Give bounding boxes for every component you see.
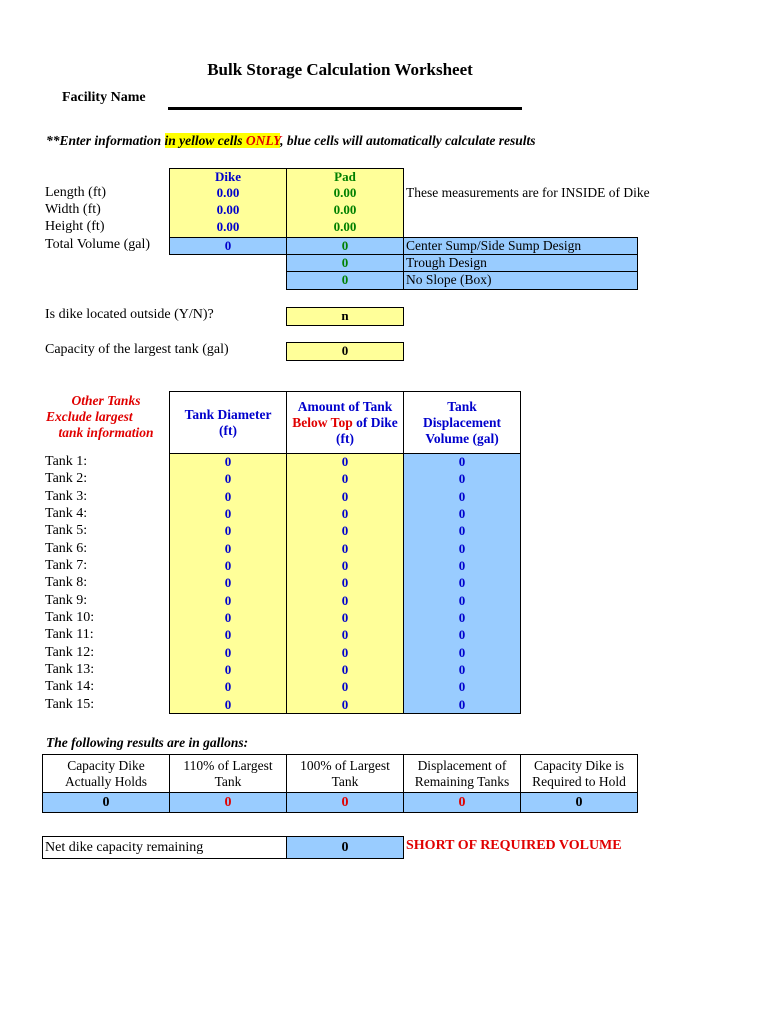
tank-amount-input[interactable]: 0 [341, 540, 349, 556]
tank-diameter-input[interactable]: 0 [224, 471, 232, 487]
amount-header-l3: (ft) [336, 430, 354, 446]
tank-displacement-value: 0 [458, 471, 466, 487]
tank-diameter-header-l2: (ft) [219, 422, 237, 438]
tank-displacement-value: 0 [458, 696, 466, 712]
tank-diameter-input[interactable]: 0 [224, 523, 232, 539]
tank-label: Tank 2: [45, 471, 88, 487]
height-label: Height (ft) [45, 219, 105, 234]
tank-diameter-input[interactable]: 0 [224, 661, 232, 677]
page-title: Bulk Storage Calculation Worksheet [207, 60, 473, 79]
pad-trough-volume: 0 [286, 254, 404, 272]
tank-label: Tank 9: [45, 592, 88, 608]
tank-label: Tank 11: [45, 627, 94, 643]
tank-label: Tank 15: [45, 696, 95, 712]
tank-amount-input[interactable]: 0 [341, 557, 349, 573]
tank-diameter-input[interactable]: 0 [224, 679, 232, 695]
tank-diameter-input[interactable]: 0 [224, 454, 232, 469]
amount-below-top-header [286, 391, 404, 454]
displacement-header-l2: Displacement [423, 414, 501, 430]
col-header-pad: Pad [286, 168, 404, 186]
other-tanks-line-3: tank information [58, 425, 154, 440]
dike-outside-input[interactable]: n [286, 307, 404, 326]
tank-amount-input[interactable]: 0 [341, 575, 349, 591]
tank-displacement-value: 0 [458, 679, 466, 695]
tank-amount-input[interactable]: 0 [341, 661, 349, 677]
tank-diameter-header-l1: Tank Diameter [184, 406, 272, 422]
instruction-part-4: , blue cells will automatically calculate results [280, 133, 536, 148]
remaining-displacement-header-l1: Displacement of [417, 757, 507, 773]
largest-110-percent-value: 0 [169, 792, 287, 813]
trough-design-label: Trough Design [403, 254, 638, 272]
instruction-part-1: **Enter information [46, 133, 165, 148]
largest-100-percent-value: 0 [286, 792, 404, 813]
tank-amount-input[interactable]: 0 [341, 627, 349, 643]
tank-displacement-value: 0 [458, 644, 466, 660]
instruction-highlight: in yellow cells [164, 133, 246, 148]
tank-displacement-value: 0 [458, 540, 466, 556]
results-heading: The following results are in gallons: [46, 735, 249, 750]
instruction-text [46, 133, 536, 149]
required-capacity-header [520, 754, 638, 793]
required-capacity-header-l1: Capacity Dike is [534, 757, 624, 773]
capacity-actually-holds-header-l1: Capacity Dike [67, 757, 145, 773]
amount-header-below-top: Below Top [292, 414, 353, 430]
tank-amount-input[interactable]: 0 [341, 505, 349, 521]
tank-diameter-input[interactable]: 0 [224, 488, 232, 504]
largest-100-percent-header-l2: Tank [331, 773, 359, 789]
tank-displacement-value: 0 [458, 592, 466, 608]
width-label: Width (ft) [45, 202, 101, 217]
tank-label: Tank 5: [45, 523, 88, 539]
net-capacity-label: Net dike capacity remaining [42, 836, 287, 859]
instruction-only: ONLY [245, 133, 281, 148]
largest-tank-input[interactable]: 0 [286, 342, 404, 361]
tank-label: Tank 3: [45, 488, 88, 504]
capacity-actually-holds-header-l2: Actually Holds [64, 773, 148, 789]
dike-total-volume: 0 [169, 237, 287, 255]
col-header-dike: Dike [169, 168, 287, 186]
tank-diameter-input[interactable]: 0 [224, 557, 232, 573]
other-tanks-note [44, 393, 168, 441]
tank-displacement-value: 0 [458, 505, 466, 521]
tank-diameter-input[interactable]: 0 [224, 644, 232, 660]
tank-diameter-header [169, 391, 287, 454]
dike-outside-label: Is dike located outside (Y/N)? [45, 307, 214, 322]
dike-length-input[interactable]: 0.00 [169, 185, 287, 203]
tank-label: Tank 4: [45, 505, 88, 521]
tank-diameter-input[interactable]: 0 [224, 627, 232, 643]
facility-name-field[interactable] [168, 107, 522, 110]
tank-diameter-input[interactable]: 0 [224, 575, 232, 591]
inside-dike-note: These measurements are for INSIDE of Dike [406, 185, 650, 200]
tank-label: Tank 12: [45, 644, 95, 660]
pad-height-input[interactable]: 0.00 [286, 219, 404, 238]
displacement-header-l1: Tank [447, 398, 477, 414]
capacity-actually-holds-value: 0 [42, 792, 170, 813]
tank-diameter-input[interactable]: 0 [224, 540, 232, 556]
tank-amount-input[interactable]: 0 [341, 488, 349, 504]
dike-width-input[interactable]: 0.00 [169, 202, 287, 220]
tank-displacement-value: 0 [458, 523, 466, 539]
other-tanks-line-2: Exclude largest [46, 409, 133, 424]
tank-amount-input[interactable]: 0 [341, 679, 349, 695]
remaining-displacement-header [403, 754, 521, 793]
tank-displacement-value: 0 [458, 661, 466, 677]
amount-header-l1: Amount of Tank [297, 398, 393, 414]
largest-110-percent-header-l1: 110% of Largest [183, 757, 273, 773]
tank-amount-input[interactable]: 0 [341, 523, 349, 539]
center-sump-design-label: Center Sump/Side Sump Design [403, 237, 638, 255]
total-volume-label: Total Volume (gal) [45, 237, 151, 252]
tank-amount-input[interactable]: 0 [341, 609, 349, 625]
pad-length-input[interactable]: 0.00 [286, 185, 404, 203]
tank-label: Tank 1: [45, 454, 88, 469]
remaining-displacement-value: 0 [403, 792, 521, 813]
required-capacity-header-l2: Required to Hold [532, 773, 626, 789]
no-slope-design-label: No Slope (Box) [403, 271, 638, 290]
required-capacity-value: 0 [520, 792, 638, 813]
net-capacity-value: 0 [286, 836, 404, 859]
largest-tank-label: Capacity of the largest tank (gal) [45, 342, 229, 357]
displacement-header-l3: Volume (gal) [425, 430, 499, 446]
pad-center-sump-volume: 0 [286, 237, 404, 255]
tank-diameter-input[interactable]: 0 [224, 696, 232, 712]
tank-displacement-value: 0 [458, 557, 466, 573]
tank-displacement-value: 0 [458, 609, 466, 625]
pad-width-input[interactable]: 0.00 [286, 202, 404, 220]
tank-label: Tank 7: [45, 557, 88, 573]
remaining-displacement-header-l2: Remaining Tanks [414, 773, 510, 789]
largest-110-percent-header-l2: Tank [214, 773, 242, 789]
pad-no-slope-volume: 0 [286, 271, 404, 290]
tank-amount-input[interactable]: 0 [341, 644, 349, 660]
tank-label: Tank 8: [45, 575, 88, 591]
amount-header-of-dike: of Dike [352, 414, 398, 430]
tank-label: Tank 6: [45, 540, 88, 556]
tank-amount-input[interactable]: 0 [341, 471, 349, 487]
facility-name-label: Facility Name [62, 90, 146, 105]
largest-100-percent-header-l1: 100% of Largest [300, 757, 390, 773]
tank-label: Tank 13: [45, 661, 95, 677]
tank-label: Tank 10: [45, 609, 95, 625]
displacement-volume-header [403, 391, 521, 454]
other-tanks-line-1: Other Tanks [71, 393, 141, 408]
tank-diameter-input[interactable]: 0 [224, 592, 232, 608]
tank-diameter-input[interactable]: 0 [224, 609, 232, 625]
tank-displacement-value: 0 [458, 575, 466, 591]
dike-height-input[interactable]: 0.00 [169, 219, 287, 238]
tank-amount-input[interactable]: 0 [341, 592, 349, 608]
amount-header-l2 [292, 415, 397, 431]
tank-displacement-value: 0 [458, 454, 466, 469]
largest-100-percent-header [286, 754, 404, 793]
tank-amount-input[interactable]: 0 [341, 454, 349, 469]
capacity-actually-holds-header [42, 754, 170, 793]
tank-diameter-input[interactable]: 0 [224, 505, 232, 521]
largest-110-percent-header [169, 754, 287, 793]
tank-displacement-value: 0 [458, 627, 466, 643]
tank-label: Tank 14: [45, 679, 95, 695]
tank-displacement-value: 0 [458, 488, 466, 504]
tank-amount-input[interactable]: 0 [341, 696, 349, 712]
net-capacity-status: SHORT OF REQUIRED VOLUME [406, 838, 622, 853]
length-label: Length (ft) [45, 185, 107, 200]
